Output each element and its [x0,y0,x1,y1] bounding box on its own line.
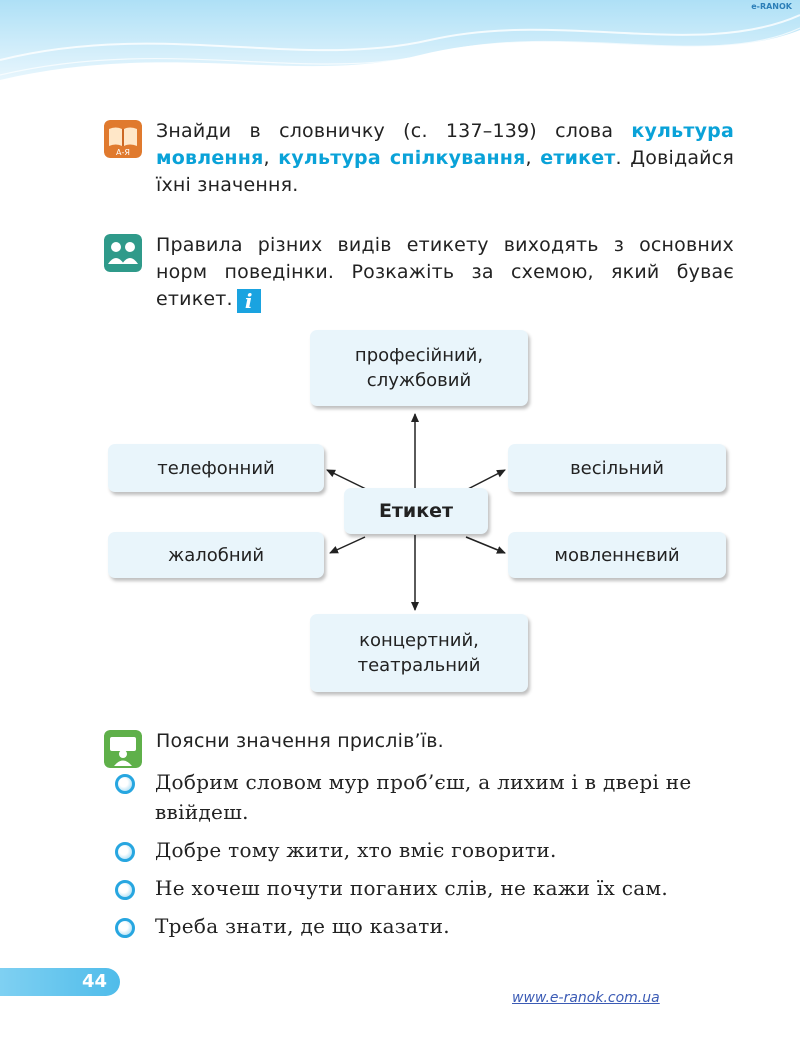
header-wave [0,0,800,110]
bullet-icon [115,880,135,900]
term-etiquette: етикет [540,147,616,169]
dictionary-book-icon [104,120,142,158]
arrow-right-lower [466,537,505,553]
task-dictionary-text: Знайди в словничку (с. 137–139) слова культура мовлення, культура спілкування, етикет. Довідайся їхні значення. [156,120,734,196]
page-number: 44 [82,971,108,992]
box-concert: концертний, театральний [310,614,528,692]
arrow-left-lower [330,537,365,553]
task-scheme-text: Правила різних видів етикету виходять з основних норм поведінки. Розкажіть за схемою, який буває етикет. i [156,234,734,313]
publisher-logo: e-RANOK [751,2,792,11]
arrow-left-upper [327,470,368,490]
box-wedding: весільний [508,444,726,492]
bullet-icon [115,918,135,938]
proverbs-list [115,767,730,949]
box-mourning: жалобний [108,532,324,578]
task-dictionary [104,118,734,199]
group-discussion-icon [104,234,142,272]
list-item: Добрим словом мур проб’єш, а лихим і в двері не ввійдеш. [115,767,730,827]
list-item: Не хочеш почути поганих слів, не кажи їх сам. [115,873,730,903]
explain-person-icon [104,730,142,768]
task-proverbs [104,728,734,755]
box-telephone: телефонний [108,444,324,492]
box-etiquette-center: Етикет [344,488,488,534]
icon-label: А-Я [116,148,130,157]
task-proverbs-text: Поясни значення прислів’їв. [156,730,444,752]
arrow-right-upper [466,470,505,490]
list-item: Треба знати, де що казати. [115,911,730,941]
term-culture-communication: культура спілкування [278,147,526,169]
info-icon[interactable]: i [237,289,261,313]
bullet-icon [115,842,135,862]
site-link[interactable]: www.e-ranok.com.ua [512,990,660,1006]
bullet-icon [115,774,135,794]
list-item: Добре тому жити, хто вміє говорити. [115,835,730,865]
box-professional: професійний, службовий [310,330,528,406]
term-culture-speech: культура мовлення [156,120,734,169]
task-scheme [104,232,734,313]
box-speech: мовленнєвий [508,532,726,578]
